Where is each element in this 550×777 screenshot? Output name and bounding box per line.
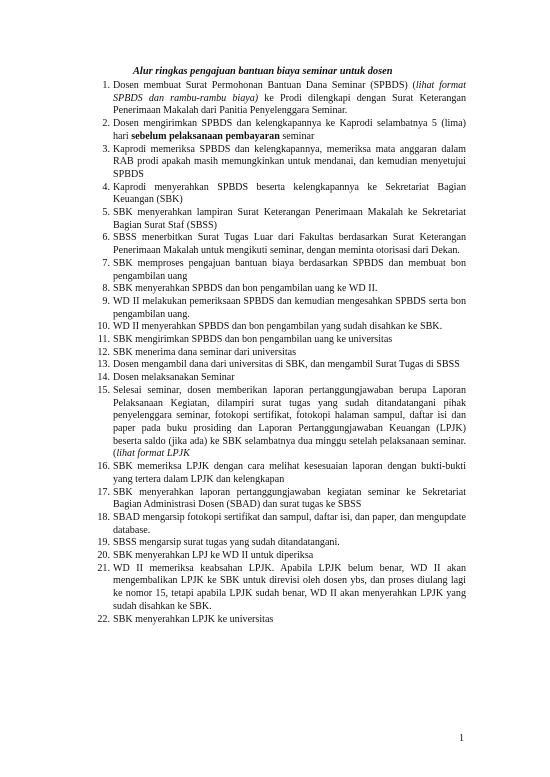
list-item: 2. Dosen mengirimkan SPBDS dan kelengkapannya ke Kaprodi selambatnya 5 (lima) hari sebelum pelaksanaan pembayaran seminar <box>86 118 466 143</box>
step-text: SBK menyerahkan LPJ ke WD II untuk diperiksa <box>113 550 314 562</box>
step-number: 8. <box>102 283 110 295</box>
step-number: 18. <box>97 511 110 523</box>
list-item <box>86 283 466 296</box>
step-text: WD II menyerahkan SPBDS dan bon pengambilan yang sudah disahkan ke SBK. <box>113 321 443 333</box>
step-number: 16. <box>97 461 110 473</box>
step-number: 17. <box>97 486 110 498</box>
step-text: SBK mengirimkan SPBDS dan bon pengambilan uang ke universitas <box>113 334 393 346</box>
document-title: Alur ringkas pengajuan bantuan biaya seminar untuk dosen <box>133 66 393 77</box>
list-item <box>86 334 466 347</box>
list-item <box>86 563 466 614</box>
list-item <box>86 321 466 334</box>
step-number: 15. <box>97 384 110 396</box>
step-text: Dosen melaksanakan Seminar <box>113 372 235 384</box>
step-number: 6. <box>102 232 110 244</box>
list-item <box>86 144 466 182</box>
step-number: 13. <box>97 359 110 371</box>
step-number: 12. <box>97 346 110 358</box>
step-number: 11. <box>97 334 110 346</box>
list-item <box>86 232 466 257</box>
format-reference: lihat format LPJK <box>116 448 190 460</box>
list-item <box>86 537 466 550</box>
step-number: 9. <box>102 295 110 307</box>
step-text: SBK memproses pengajuan bantuan biaya berdasarkan SPBDS dan membuat bon pengambilan uang <box>113 257 466 282</box>
step-number: 7. <box>102 257 110 269</box>
step-number: 19. <box>97 537 110 549</box>
list-item <box>86 347 466 360</box>
list-item <box>86 359 466 372</box>
step-text: SBSS menerbitkan Surat Tugas Luar dari Fakultas berdasarkan Surat Keterangan Penerimaan Makalah untuk mengikuti seminar, dengan meminta otorisasi dari Dekan. <box>113 232 466 257</box>
step-number: 3. <box>102 143 110 155</box>
step-text: SBK memeriksa LPJK dengan cara melihat kesesuaian laporan dengan bukti-bukti yang tertera dalam LPJK dan kelengkapan <box>113 461 466 485</box>
list-item <box>86 372 466 385</box>
step-number: 4. <box>102 181 110 193</box>
list-item <box>86 550 466 563</box>
step-text: SBSS mengarsip surat tugas yang sudah ditandatangani. <box>113 537 340 549</box>
step-text: SBK menyerahkan SPBDS dan bon pengambilan uang ke WD II. <box>113 283 378 295</box>
step-text: SBK menyerahkan LPJK ke universitas <box>113 613 274 625</box>
step-number: 2. <box>102 118 110 130</box>
step-number: 20. <box>97 550 110 562</box>
emphasis-text: sebelum pelaksanaan pembayaran <box>131 130 280 142</box>
step-number: 10. <box>97 321 110 333</box>
step-text: Kaprodi menyerahkan SPBDS beserta kelengkapannya ke Sekretariat Bagian Keuangan (SBK) <box>113 181 466 206</box>
list-item: 1. Dosen membuat Surat Permohonan Bantuan Dana Seminar (SPBDS) (lihat format SPBDS dan rambu-rambu biaya) ke Prodi dilengkapi dengan Surat Keterangan Penerimaan Makalah dari Panitia Penyelenggara Seminar. <box>86 80 466 118</box>
step-number: 5. <box>102 207 110 219</box>
procedure-steps-list <box>86 80 466 626</box>
format-reference: lihat format SPBDS dan rambu-rambu biaya) <box>113 80 466 104</box>
step-text: WD II memeriksa keabsahan LPJK. Apabila LPJK belum benar, WD II akan mengembalikan LPJK ke SBK untuk direvisi oleh dosen ybs, dan proses diulang lagi ke nomor 15, tetapi apabila LPJK sudah benar, WD II akan menyerahkan LPJK yang sudah disahkan ke SBK. <box>113 562 466 612</box>
step-text: SBK menyerahkan lampiran Surat Keterangan Penerimaan Makalah ke Sekretariat Bagian Surat Staf (SBSS) <box>113 207 466 231</box>
list-item <box>86 182 466 207</box>
list-item: 15. Selesai seminar, dosen memberikan laporan pertanggungjawaban berupa Laporan Pelaksanaan Kegiatan, dilampiri surat tugas yang sudah ditandatangani pihak penyelenggara seminar, fotokopi sertifikat, fotokopi halaman sampul, daftar isi dan paper pada buku prosiding dan Laporan Pertanggungjawaban Keuangan (LPJK) beserta saldo (jika ada) ke SBK selambatnya dua minggu setelah pelaksanaan seminar. (lihat format LPJK <box>86 385 466 461</box>
list-item <box>86 614 466 627</box>
step-number: 22. <box>97 613 110 625</box>
page-number: 1 <box>459 733 464 744</box>
step-text: SBAD mengarsip fotokopi sertifikat dan sampul, daftar isi, dan paper, dan mengupdate database. <box>113 511 466 536</box>
step-number: 1. <box>102 80 110 91</box>
list-item <box>86 487 466 512</box>
list-item <box>86 296 466 321</box>
list-item <box>86 258 466 283</box>
step-number: 14. <box>97 372 110 384</box>
list-item <box>86 207 466 232</box>
step-number: 21. <box>97 562 110 574</box>
step-text: SBK menerima dana seminar dari universitas <box>113 346 297 358</box>
step-text: SBK menyerahkan laporan pertanggungjawaban kegiatan seminar ke Sekretariat Bagian Administrasi Dosen (SBAD) dan surat tugas ke SBSS <box>113 486 466 511</box>
step-text: WD II melakukan pemeriksaan SPBDS dan kemudian mengesahkan SPBDS serta bon pengambilan uang. <box>113 295 466 320</box>
step-text: Dosen mengambil dana dari universitas di SBK, dan mengambil Surat Tugas di SBSS <box>113 359 460 371</box>
step-text: Kaprodi memeriksa SPBDS dan kelengkapannya, memeriksa mata anggaran dalam RAB prodi apakah masih memungkinkan untuk mendanai, dan kemudian menyetujui SPBDS <box>113 143 466 180</box>
list-item <box>86 512 466 537</box>
list-item <box>86 461 466 486</box>
